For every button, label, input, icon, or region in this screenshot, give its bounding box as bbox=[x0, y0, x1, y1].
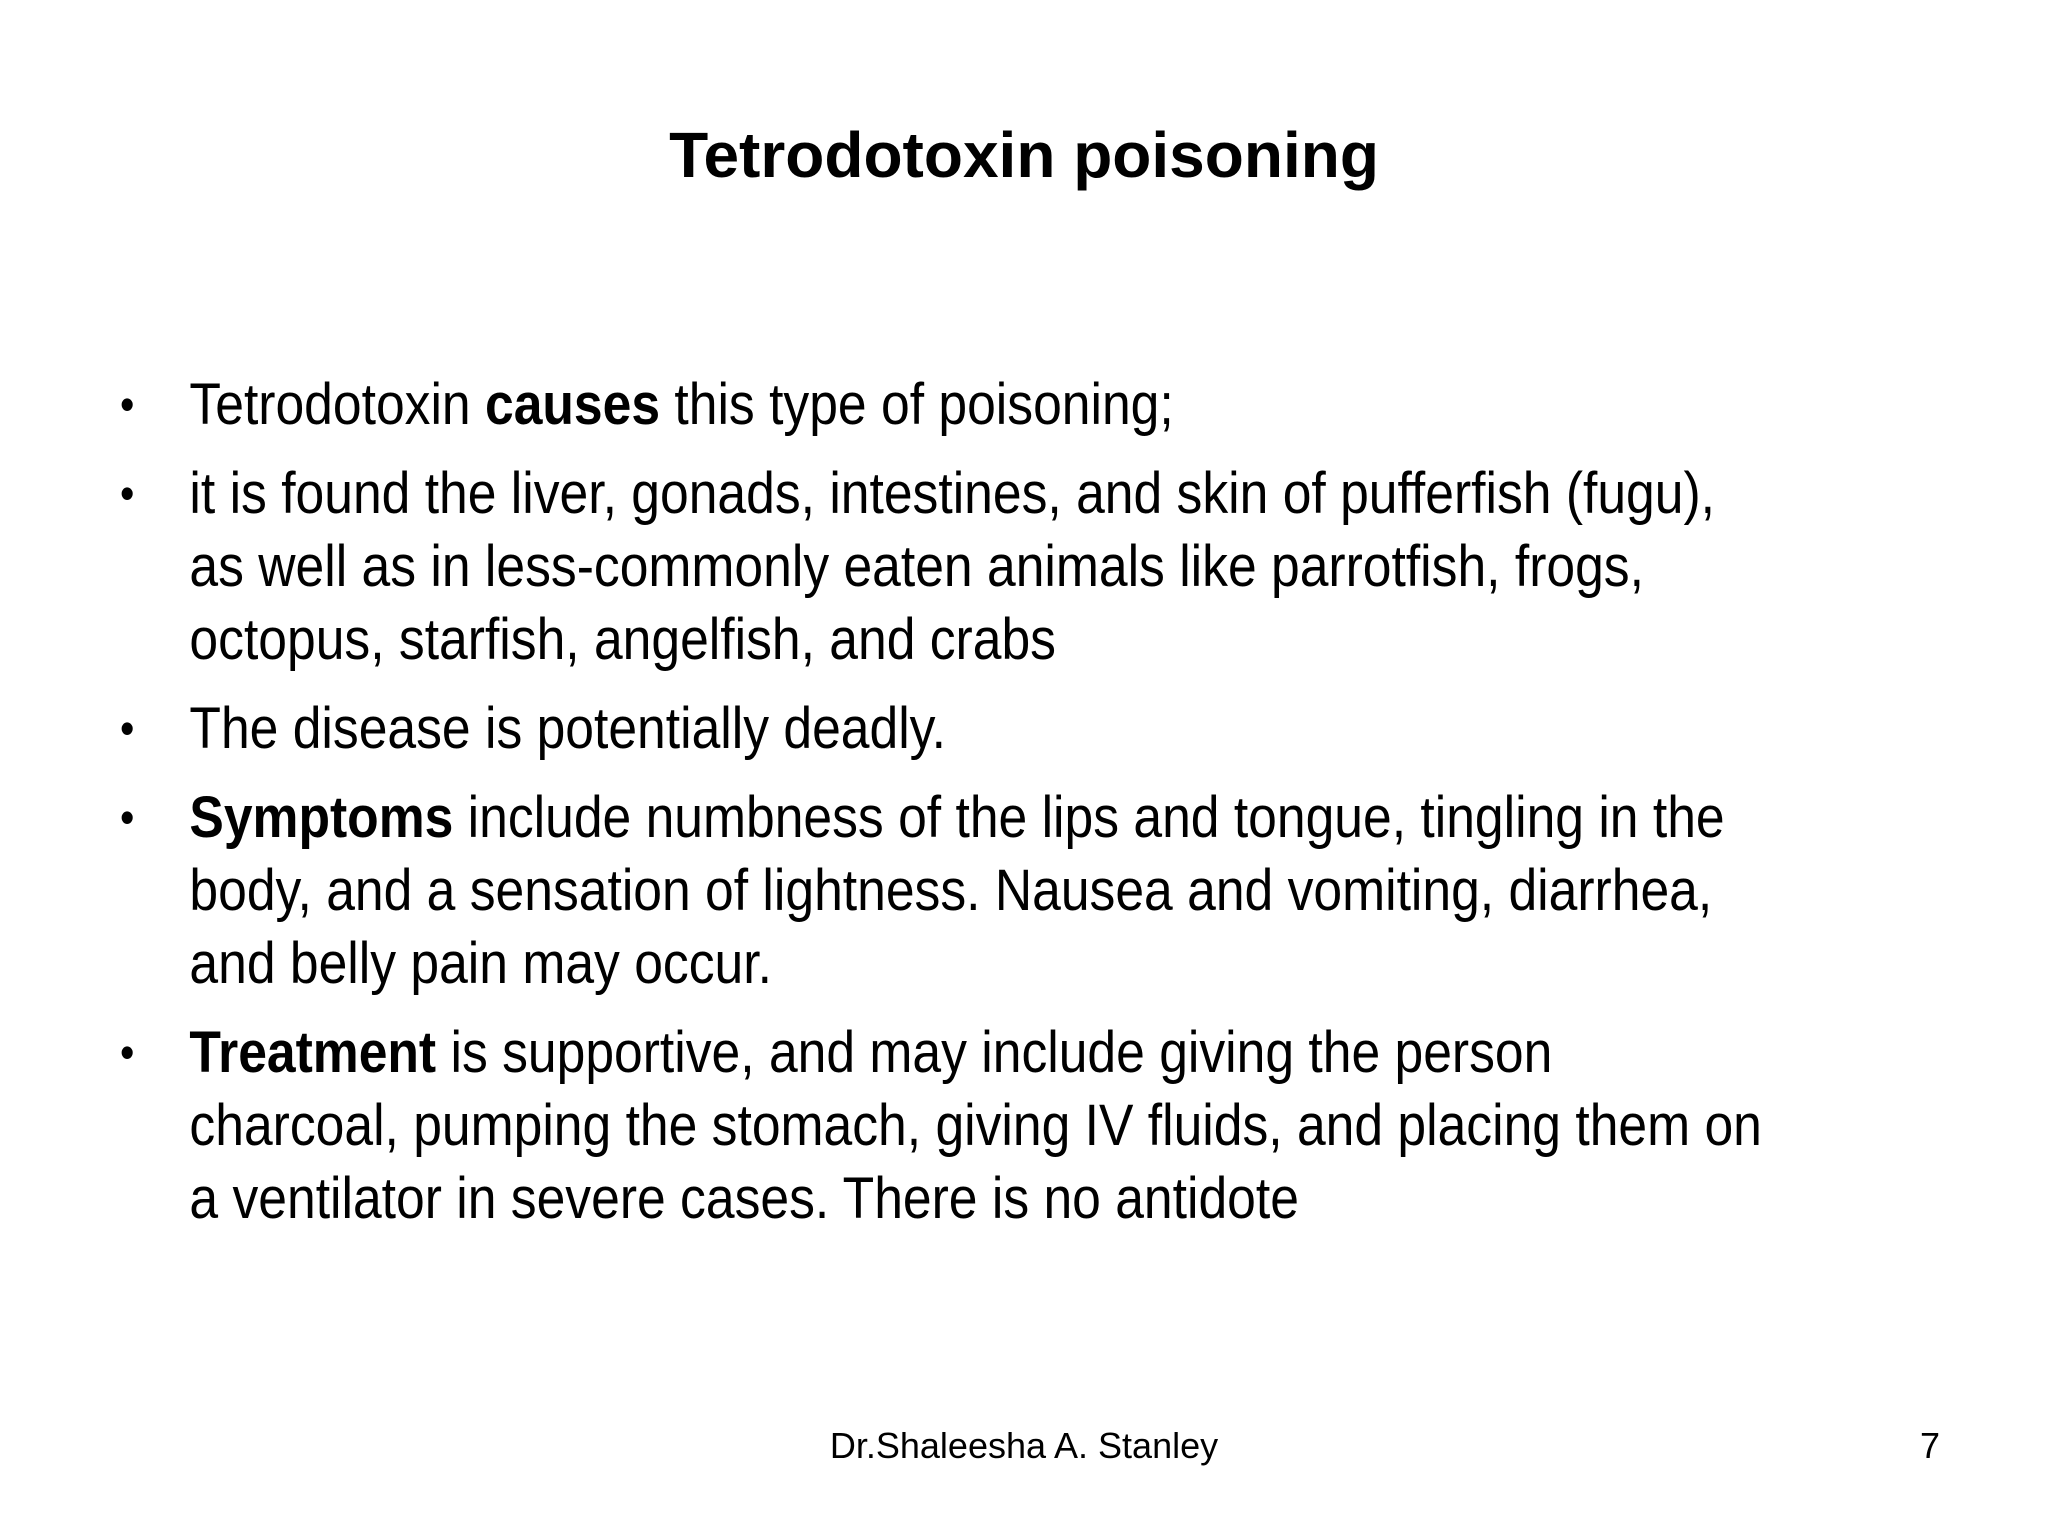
bullet-dot-icon: • bbox=[120, 378, 135, 430]
bullet-text-post: The disease is potentially deadly. bbox=[189, 696, 947, 761]
page-number: 7 bbox=[1919, 1425, 1940, 1466]
bullet-text-bold: causes bbox=[484, 372, 661, 437]
slide-title: Tetrodotoxin poisoning bbox=[669, 119, 1379, 191]
bullet-item-3 bbox=[120, 692, 1775, 765]
bullet-dot-icon: • bbox=[120, 702, 135, 754]
bullet-text-pre: Tetrodotoxin bbox=[189, 372, 485, 437]
bullet-item-2 bbox=[120, 457, 1775, 676]
bullet-dot-icon: • bbox=[120, 1026, 135, 1078]
bullet-text-bold: Symptoms bbox=[189, 785, 454, 850]
bullet-text-post: it is found the liver, gonads, intestines, and skin of pufferfish (fugu), as well as in less-commonly eaten animals like parrotfish, frogs, octopus, starfish, angelfish, and crabs bbox=[189, 461, 1716, 672]
bullet-dot-icon: • bbox=[120, 467, 135, 519]
bullet-text-post: is supportive, and may include giving the person charcoal, pumping the stomach, giving IV fluids, and placing them on a ventilator in severe cases. There is no antidote bbox=[189, 1020, 1762, 1231]
bullet-list bbox=[120, 368, 1775, 1251]
bullet-dot-icon: • bbox=[120, 791, 135, 843]
bullet-text-bold: Treatment bbox=[189, 1020, 437, 1085]
bullet-item-4 bbox=[120, 781, 1775, 1000]
bullet-item-5 bbox=[120, 1016, 1775, 1235]
bullet-text-post: this type of poisoning; bbox=[660, 372, 1174, 437]
footer-author: Dr.Shaleesha A. Stanley bbox=[829, 1425, 1219, 1466]
bullet-text-post: include numbness of the lips and tongue, tingling in the body, and a sensation of lightness. Nausea and vomiting, diarrhea, and belly pain may occur. bbox=[189, 785, 1725, 996]
bullet-item-1 bbox=[120, 368, 1775, 441]
